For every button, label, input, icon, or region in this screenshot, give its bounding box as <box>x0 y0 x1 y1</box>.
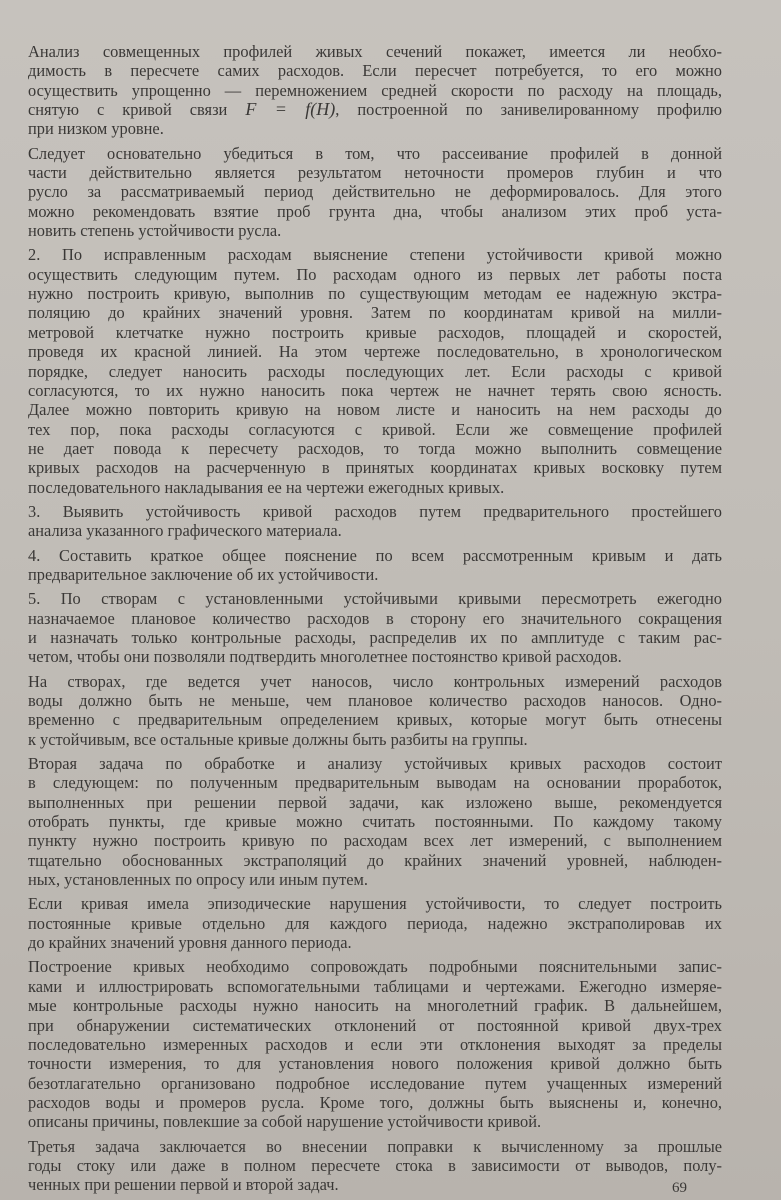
text-line: отобрать пункты, где кривые можно считать постоянными. По каждому такому <box>28 812 722 832</box>
paragraph <box>28 1137 722 1195</box>
paragraph <box>28 672 722 749</box>
text-line: анализа указанного графического материала. <box>28 521 342 541</box>
text-line: пункту нужно построить кривую по расходам всех лет измерений, с выполнением <box>28 831 722 851</box>
text-line: к устойчивым, все остальные кривые должны быть разбиты на группы. <box>28 729 528 749</box>
text-line: Далее можно повторить кривую на новом листе и наносить на нем расходы до <box>28 400 722 420</box>
text-line: не дает повода к пересчету расходов, то тогда можно выполнить совмещение <box>28 438 722 458</box>
text-line: 5. По створам с установленными устойчивыми кривыми пересмотреть ежегодно <box>28 589 722 609</box>
text-line: ками и иллюстрировать вспомогательными таблицами и чертежами. Ежегодно измеряе- <box>28 976 722 996</box>
text-line: части действительно является результатом неточности промеров глубин и что <box>28 163 722 183</box>
text-line: воды должно быть не меньше, чем плановое количество расходов наносов. Одно- <box>28 691 722 710</box>
text-line: выполненных при решении первой задачи, как изложено выше, рекомендуется <box>28 792 722 812</box>
text-line: порядке, следует наносить расходы последующих лет. Если расходы с кривой <box>28 361 722 381</box>
text-line: последовательно измеренных расходов и если эти отклонения выходят за пределы <box>28 1034 722 1054</box>
text-line: и назначать только контрольные расходы, распределив их по амплитуде с таким рас- <box>28 627 722 647</box>
formula: F = f(H) <box>245 99 336 120</box>
text-line: четом, чтобы они позволяли подтвердить многолетнее постоянство кривой расходов. <box>28 647 622 667</box>
text-line: новить степень устойчивости русла. <box>28 221 282 241</box>
text-line: безотлагательно организовано подробное исследование путем учащенных измерений <box>28 1073 722 1093</box>
paragraph <box>28 144 722 241</box>
text-line: 2. По исправленным расходам выяснение степени устойчивости кривой можно <box>28 245 722 265</box>
text-line: кривых расходов на расчерченную в принятых координатах кривых восковку путем <box>28 458 722 478</box>
text-line: тщательно обоснованных экстраполяций до крайних значений уровней, наблюден- <box>28 850 722 870</box>
text-line: мые контрольные расходы нужно наносить на многолетний график. В дальнейшем, <box>28 996 722 1016</box>
body-text <box>28 42 722 1195</box>
text-line: в следующем: по полученным предварительным выводам на основании проработок, <box>28 773 722 793</box>
text-line: можно рекомендовать взятие проб грунта дна, чтобы анализом этих проб уста- <box>28 201 722 221</box>
text-line: Третья задача заключается во внесении поправки к вычисленному за прошлые <box>28 1136 722 1156</box>
text-line: описаны причины, повлекшие за собой нарушение устойчивости кривой. <box>28 1112 542 1132</box>
text-line: временно с предварительным определением кривых, которые могут быть отнесены <box>28 710 722 730</box>
paragraph <box>28 546 722 585</box>
text-line: осуществить следующим путем. По расходам одного из первых лет работы поста <box>28 264 722 284</box>
text-line: поляцию до крайних значений уровня. Затем по координатам кривой на милли- <box>28 303 722 323</box>
text-line: точности измерения, то для установления нового положения кривой должно быть <box>28 1054 722 1074</box>
page-number: 69 <box>672 1180 687 1196</box>
text-line: Анализ совмещенных профилей живых сечений покажет, имеется ли необхо- <box>28 42 722 61</box>
text-line: Вторая задача по обработке и анализу устойчивых кривых расходов состоит <box>28 754 722 774</box>
text-line: до крайних значений уровня данного периода. <box>28 933 352 953</box>
text-line: Построение кривых необходимо сопровождать подробными пояснительными запис- <box>28 957 722 977</box>
text-line: ченных при решении первой и второй задач. <box>28 1175 339 1195</box>
text-line: ных, установленных по опросу или иным путем. <box>28 870 368 890</box>
text-line: димость в пересчете самих расходов. Если пересчет потребуется, то его можно <box>28 61 722 81</box>
text-line: метровой клетчатке нужно построить кривые расходов, площадей и скоростей, <box>28 322 722 342</box>
text-line: последовательного накладывания ее на чертежи ежегодных кривых. <box>28 477 505 497</box>
text-line: снятую с кривой связи F = f(H), построенной по занивелированному профилю <box>28 99 722 120</box>
paragraph <box>28 894 722 952</box>
text-line: годы стоку или даже в полном пересчете стока в зависимости от выводов, полу- <box>28 1155 722 1175</box>
text-line: Следует основательно убедиться в том, что рассеивание профилей в донной <box>28 143 722 163</box>
paragraph <box>28 589 722 666</box>
text-line: На створах, где ведется учет наносов, число контрольных измерений расходов <box>28 671 722 691</box>
text-line: назначаемое плановое количество расходов в сторону его значительного сокращения <box>28 608 722 628</box>
text-line: русло за рассматриваемый период действительно не деформировалось. Для этого <box>28 182 722 202</box>
paragraph <box>28 42 722 139</box>
text-line: расходов воды и промеров русла. Кроме того, должны быть выяснены и, конечно, <box>28 1092 722 1112</box>
text-line: постоянные кривые отдельно для каждого периода, надежно экстраполировав их <box>28 913 722 933</box>
text-line: проведя их красной линией. На этом чертеже последовательно, в хронологическом <box>28 342 722 362</box>
paragraph <box>28 245 722 496</box>
text-line: 4. Составить краткое общее пояснение по всем рассмотренным кривым и дать <box>28 545 722 565</box>
text-line: предварительное заключение об их устойчивости. <box>28 564 379 584</box>
text-line: нужно построить кривую, выполнив по существующим методам ее надежную экстра- <box>28 284 722 304</box>
paragraph <box>28 957 722 1131</box>
text-line: осуществить упрощенно — перемножением средней скорости по расходу на площадь, <box>28 80 722 100</box>
paragraph <box>28 754 722 889</box>
text-line: Если кривая имела эпизодические нарушения устойчивости, то следует построить <box>28 894 722 914</box>
text-line: при обнаружении систематических отклонений от постоянной кривой двух-трех <box>28 1015 722 1035</box>
text-line: при низком уровне. <box>28 119 164 139</box>
paragraph <box>28 502 722 541</box>
text-line: тех пор, пока расходы согласуются с кривой. Если же совмещение профилей <box>28 419 722 439</box>
text-line: согласуются, то их нужно наносить пока чертеж не начнет терять свою ясность. <box>28 380 722 400</box>
text-line: 3. Выявить устойчивость кривой расходов путем предварительного простейшего <box>28 501 722 521</box>
